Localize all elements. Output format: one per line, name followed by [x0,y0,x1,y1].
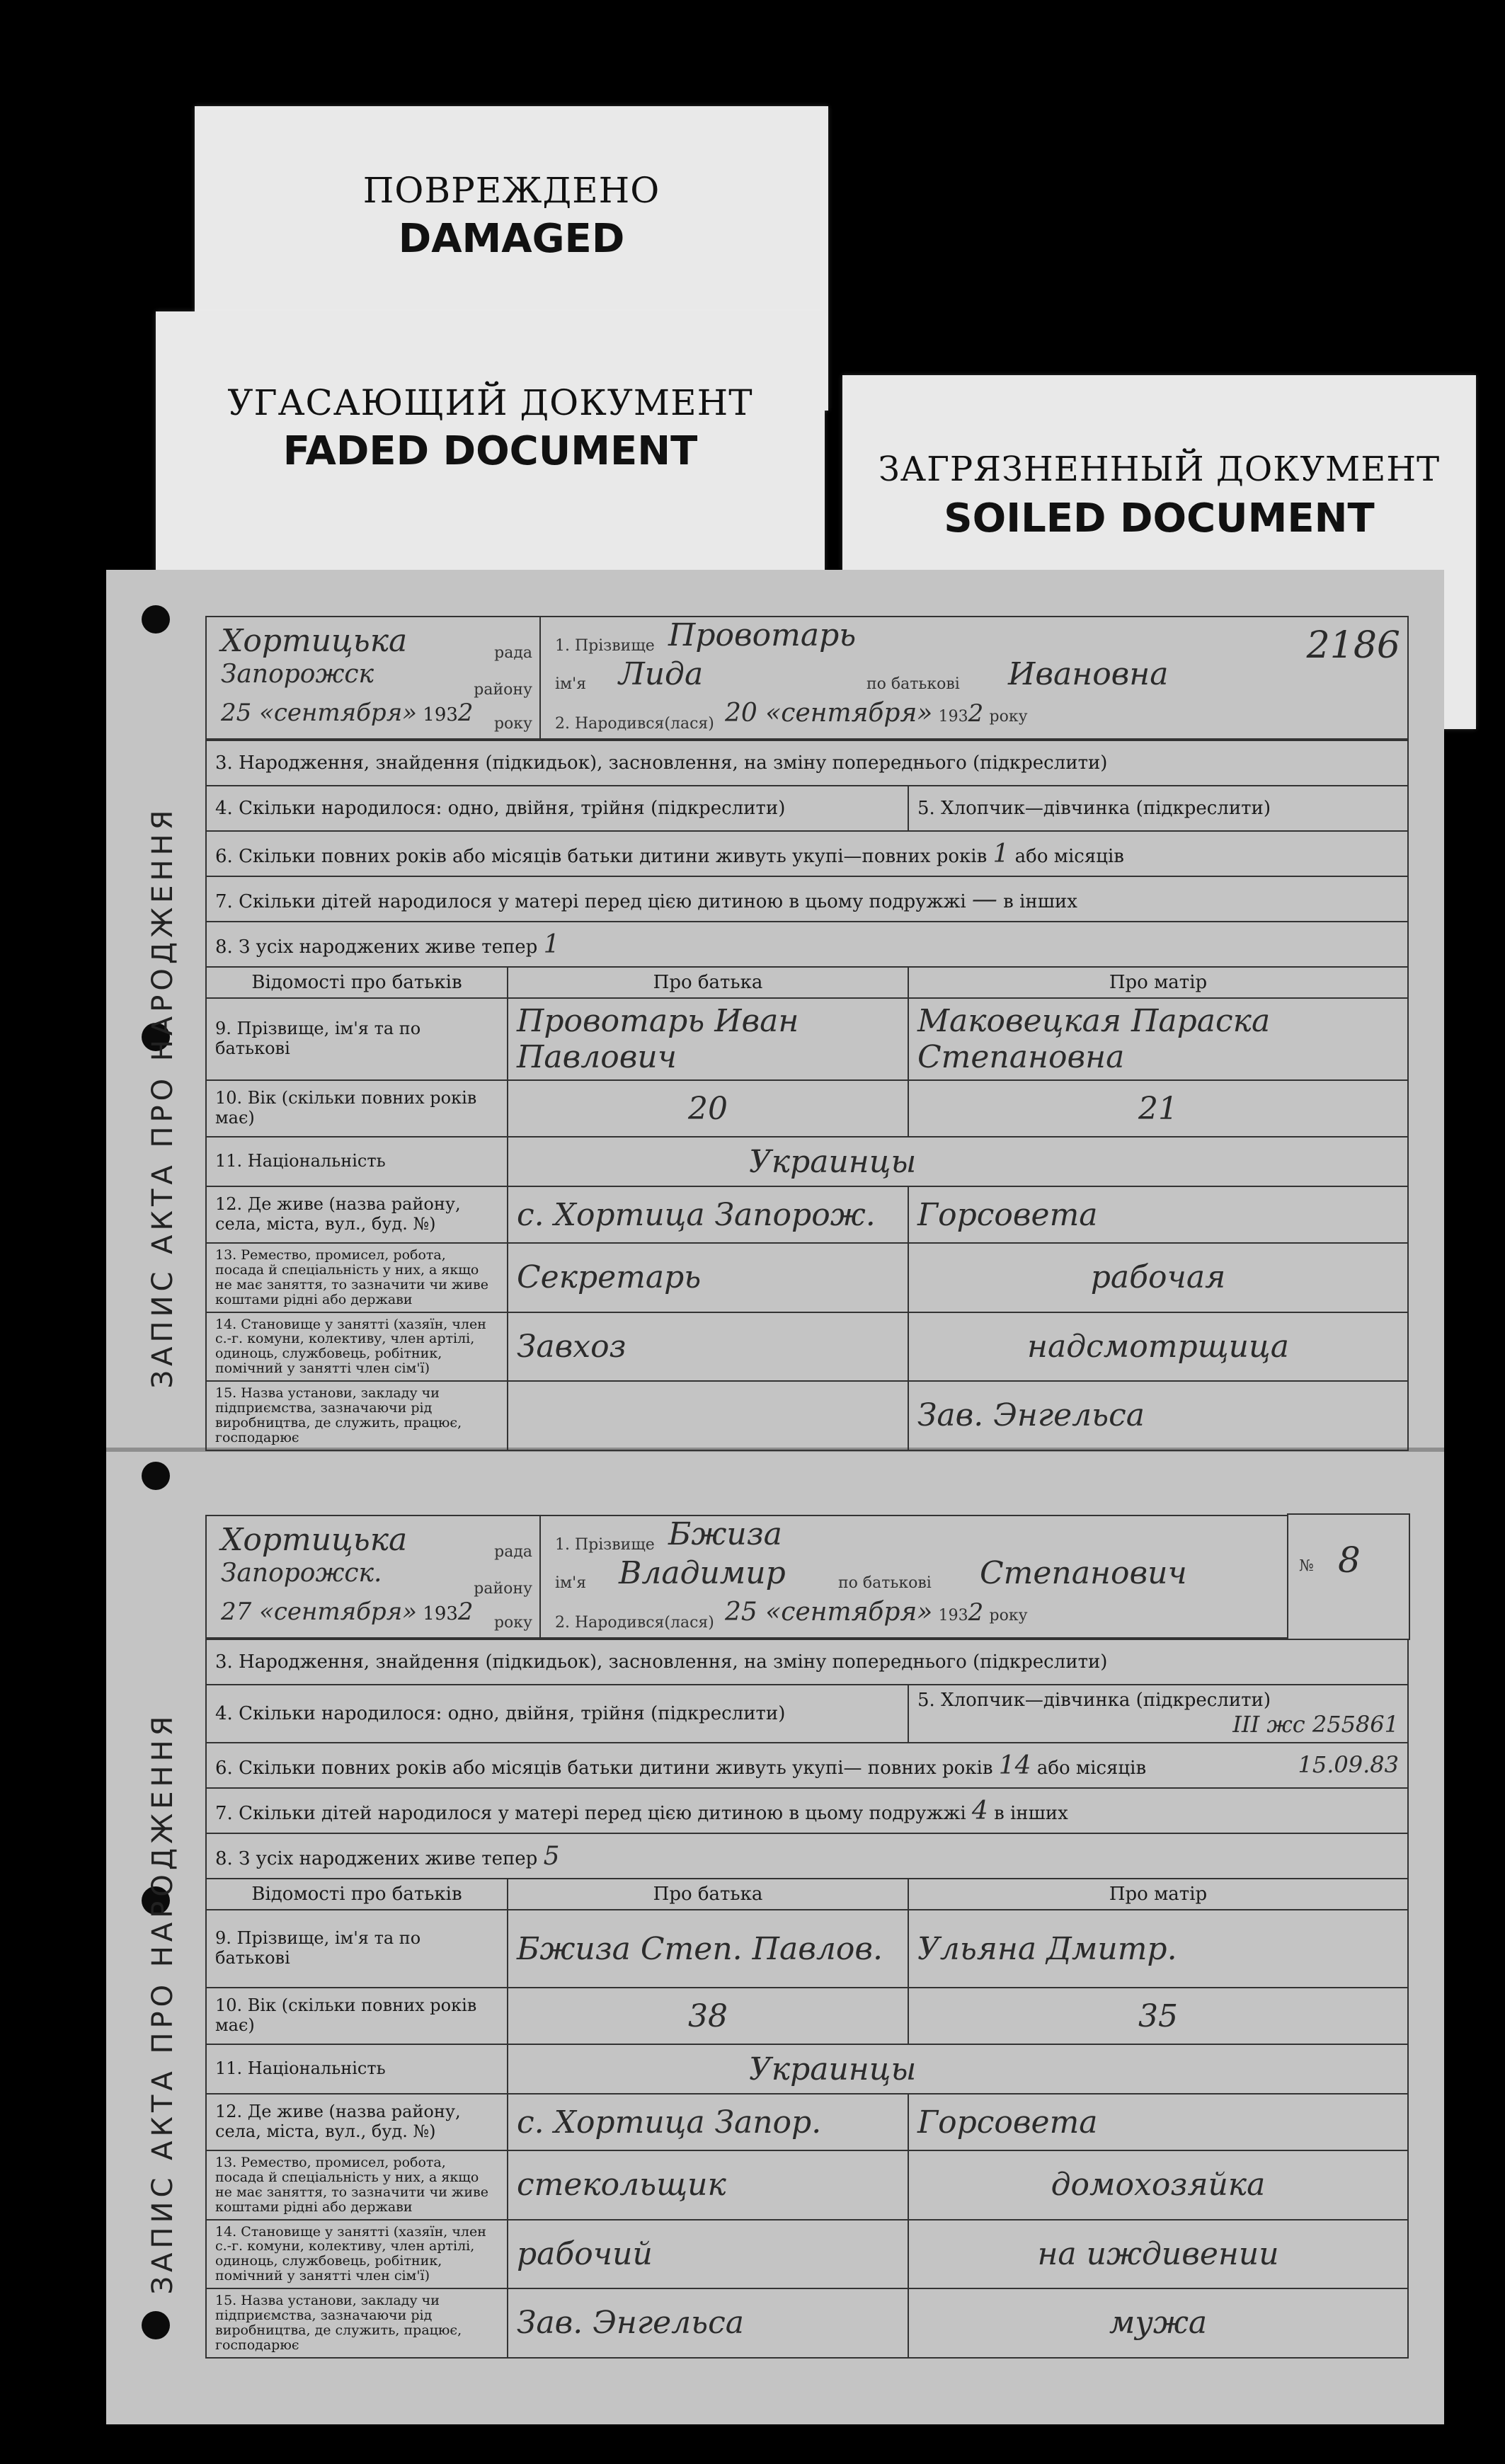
year-label: року [493,1614,532,1632]
row-14-mother: на иждивении [908,2220,1408,2289]
born-year-label: року [989,1607,1028,1624]
record-2-table [205,1639,1409,2359]
q8-row [206,1833,1408,1879]
faded-label-en: FADED DOCUMENT [282,428,698,474]
year-digit: 2 [457,699,474,727]
row-14-mother: надсмотрщица [908,1312,1408,1382]
birth-record-1 [147,616,1409,1451]
record-1-child-info [539,616,1409,740]
row-9-mother: Ульяна Дмитр. [908,1910,1408,1988]
binder-hole [142,1462,170,1490]
q5-text: 5. Хлопчик—дівчинка (підкреслити) [917,1690,1271,1711]
row-12-father: с. Хортица Запорож. [508,1186,908,1243]
row-11-value: Украинцы [508,1137,1408,1186]
col-father-header: Про батька [508,967,908,998]
record-2-header [205,1515,1409,1639]
q7-other-label: в інших [994,1802,1068,1824]
q7-text: 7. Скільки дітей народилося у матері перед цією дитиною в цьому подружжі [215,1802,966,1824]
born-date: 20 «сентября» [725,699,933,728]
q8-text: 8. З усіх народжених живе тепер [215,936,538,958]
row-9-label: 9. Прізвище, ім'я та по батькові [206,1910,508,1988]
year-prefix: 193 [423,1603,458,1624]
binder-hole [142,605,170,634]
row-14-label: 14. Становище у занятті (хазяїн, член с.-г. комуни, колективу, член артілі, одиноць, службовець, робітник, помічний у занятті член сім'ї) [206,1312,508,1382]
row-10-label: 10. Вік (скільки повних років має) [206,1988,508,2044]
surname-value: Провотарь [668,617,857,653]
row-10-father: 20 [508,1080,908,1137]
born-year-prefix: 193 [938,708,968,726]
row-14-father: рабочий [508,2220,908,2289]
q8-value: 1 [543,929,560,959]
q3-text: 3. Народження, знайдення (підкидьок), засновлення, на зміну попереднього (підкреслити) [206,1639,1408,1685]
year-label: року [493,715,532,733]
q6-row [206,1743,1408,1788]
q4-text: 4. Скільки народилося: одно, двійня, трійня (підкреслити) [206,1685,908,1743]
faded-label-ru: УГАСАЮЩИЙ ДОКУМЕНТ [227,382,753,423]
year-prefix: 193 [423,704,458,726]
row-15-mother: мужа [908,2288,1408,2358]
rada-value: Хортицька [221,623,408,659]
record-2-vertical-title: ЗАПИС АКТА ПРО НАРОДЖЕННЯ [147,1712,179,2295]
row-13-mother: рабочая [908,1243,1408,1312]
damaged-label-en: DAMAGED [398,216,625,262]
row-13-label: 13. Ремество, промисел, робота, посада й спеціальність у них, а якщо не має заняття, то зазначити чи живе коштами рідні або держави [206,1243,508,1312]
rayon-value: Запорожск [221,660,374,689]
col-father-header: Про батька [508,1879,908,1910]
row-15-label: 15. Назва установи, закладу чи підприємства, зазначаючи рід виробництва, де служить, працює, господарює [206,1381,508,1450]
q6-note: 15.09.83 [1298,1750,1399,1778]
col-mother-header: Про матір [908,1879,1408,1910]
row-15-mother: Зав. Энгельса [908,1381,1408,1450]
damaged-label-ru: ПОВРЕЖДЕНО [362,170,660,211]
rada-label: рада [494,1543,532,1561]
record-1-header [205,616,1409,740]
q6-years: 14 [998,1750,1031,1780]
q6-text: 6. Скільки повних років або місяців батьки дитини живуть укупі— повних років [215,1757,993,1779]
row-14-label: 14. Становище у занятті (хазяїн, член с.-г. комуни, колективу, член артілі, одиноць, службовець, робітник, помічний у занятті член сім'ї) [206,2220,508,2289]
row-15-father: Зав. Энгельса [508,2288,908,2358]
q5-text: 5. Хлопчик—дівчинка (підкреслити) [908,786,1408,831]
registration-date: 25 «сентября» [221,699,418,727]
name-label: ім'я [555,1574,587,1592]
document-page [106,570,1444,2424]
q7-other-label: в інших [1003,890,1077,912]
record-number-box [1287,1513,1410,1640]
row-12-mother: Горсовета [908,1186,1408,1243]
q7-text: 7. Скільки дітей народилося у матері перед цією дитиною в цьому подружжі [215,890,966,912]
year-digit: 2 [457,1598,474,1626]
q7-row [206,876,1408,922]
rayon-label: району [474,1580,532,1598]
q4-text: 4. Скільки народилося: одно, двійня, трійня (підкреслити) [206,786,908,831]
record-number: 2186 [1306,624,1400,667]
row-11-value: Украинцы [508,2044,1408,2094]
patronymic-value: Ивановна [1008,656,1169,692]
record-2-registry [205,1515,539,1639]
q5-cell [908,1685,1408,1743]
row-13-mother: домохозяйка [908,2150,1408,2220]
q7-value: 4 [971,1796,988,1826]
number-label: № [1299,1557,1314,1575]
birth-record-2 [147,1515,1409,2359]
patronymic-label: по батькові [838,1574,932,1592]
row-10-mother: 35 [908,1988,1408,2044]
surname-value: Бжиза [668,1516,782,1552]
record-1-vertical-title: ЗАПИС АКТА ПРО НАРОДЖЕННЯ [147,806,179,1389]
faded-label-sheet [156,311,825,609]
row-12-mother: Горсовета [908,2094,1408,2150]
born-label: 2. Народився(лася) [555,1614,714,1632]
col-info-header: Відомості про батьків [206,1879,508,1910]
q8-row [206,922,1408,967]
row-12-label: 12. Де живе (назва району, села, міста, вул., буд. №) [206,2094,508,2150]
row-9-father: Бжиза Степ. Павлов. [508,1910,908,1988]
record-1-table [205,740,1409,1451]
row-11-label: 11. Національність [206,1137,508,1186]
born-year-digit: 2 [968,699,984,728]
soiled-label-ru: ЗАГРЯЗНЕННЫЙ ДОКУМЕНТ [878,449,1441,489]
rada-value: Хортицька [221,1522,408,1558]
q6-months-label: або місяців [1036,1757,1147,1779]
record-1-registry [205,616,539,740]
rayon-value: Запорожск. [221,1559,382,1588]
rada-label: рада [494,644,532,662]
q5-note: III жс 255861 [1232,1711,1399,1738]
born-year-prefix: 193 [938,1607,968,1624]
patronymic-label: по батькові [866,675,960,693]
soiled-label-en: SOILED DOCUMENT [944,495,1375,541]
q7-value: — [971,884,997,914]
row-12-label: 12. Де живе (назва району, села, міста, вул., буд. №) [206,1186,508,1243]
surname-label: 1. Прізвище [555,637,655,655]
row-12-father: с. Хортица Запор. [508,2094,908,2150]
rayon-label: району [474,681,532,699]
row-9-father: Провотарь Иван Павлович [508,998,908,1080]
born-year-digit: 2 [968,1598,984,1627]
row-15-label: 15. Назва установи, закладу чи підприємства, зазначаючи рід виробництва, де служить, працює, господарює [206,2288,508,2358]
name-value: Владимир [619,1555,786,1591]
record-2-child-info [539,1515,1288,1639]
row-15-father [508,1381,908,1450]
patronymic-value: Степанович [980,1555,1187,1591]
row-13-label: 13. Ремество, промисел, робота, посада й спеціальність у них, а якщо не має заняття, то зазначити чи живе коштами рідні або держави [206,2150,508,2220]
col-info-header: Відомості про батьків [206,967,508,998]
born-year-label: року [989,708,1028,726]
born-label: 2. Народився(лася) [555,715,714,733]
q6-months-label: або місяців [1014,845,1124,867]
surname-label: 1. Прізвище [555,1536,655,1554]
row-13-father: стекольщик [508,2150,908,2220]
col-mother-header: Про матір [908,967,1408,998]
row-9-label: 9. Прізвище, ім'я та по батькові [206,998,508,1080]
row-11-label: 11. Національність [206,2044,508,2094]
row-14-father: Завхоз [508,1312,908,1382]
name-value: Лида [619,656,704,692]
row-9-mother: Маковецкая Параска Степановна [908,998,1408,1080]
q7-row [206,1788,1408,1833]
born-date: 25 «сентября» [725,1598,933,1627]
row-13-father: Секретарь [508,1243,908,1312]
q8-value: 5 [543,1841,560,1871]
q6-years: 1 [992,839,1009,869]
registration-date: 27 «сентября» [221,1598,418,1626]
q8-text: 8. З усіх народжених живе тепер [215,1847,538,1869]
q6-row [206,831,1408,876]
q6-text: 6. Скільки повних років або місяців батьки дитини живуть укупі—повних років [215,845,988,867]
record-number: 8 [1338,1540,1361,1581]
row-10-mother: 21 [908,1080,1408,1137]
q3-text: 3. Народження, знайдення (підкидьок), засновлення, на зміну попереднього (підкреслити) [206,740,1408,786]
row-10-father: 38 [508,1988,908,2044]
name-label: ім'я [555,675,587,693]
row-10-label: 10. Вік (скільки повних років має) [206,1080,508,1137]
